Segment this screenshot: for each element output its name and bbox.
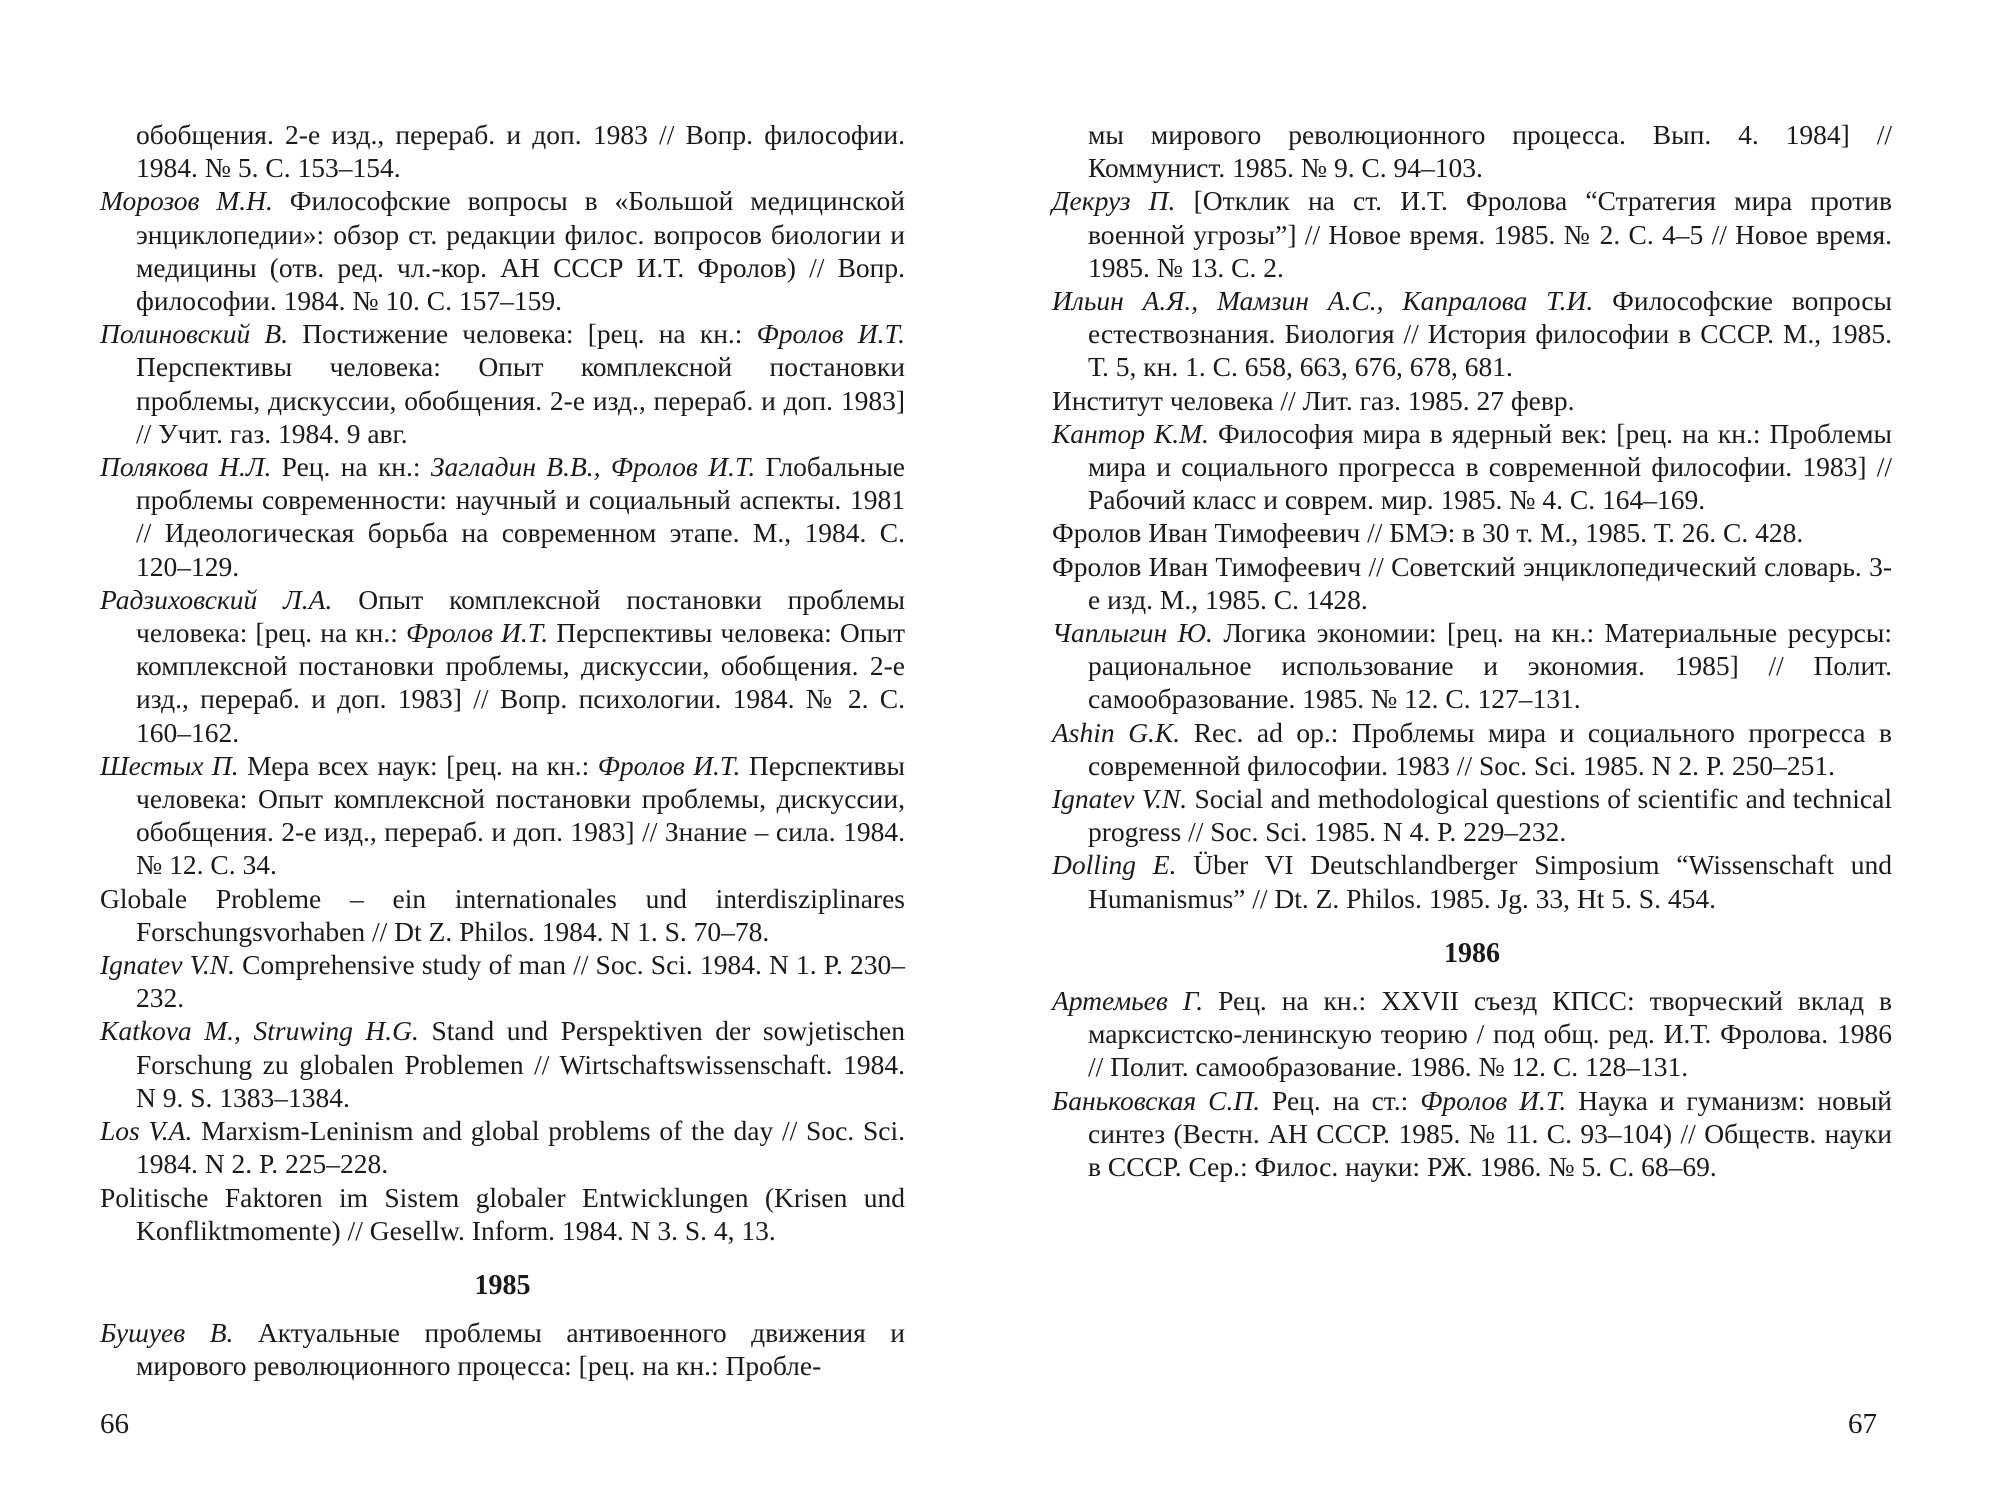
right-page — [1052, 118, 1892, 1183]
bibliography-entry — [1052, 848, 1892, 914]
entry-text: Social and methodological questions of scientific and technical progress // Soc. Sci. 1985. N 4. P. 229–232. — [1088, 783, 1892, 848]
entry-text: Рец. на кн.: XXVII съезд КПСС: творческий вклад в марксистско-ленинскую теорию / под общ. ред. И.Т. Фролова. 1986 // Полит. самообразование. 1986. № 12. С. 128–131. — [1088, 985, 1893, 1083]
entry-author-italic: Кантор К.М. — [1052, 417, 1209, 449]
entry-text: Мера всех наук: [рец. на кн.: — [238, 749, 598, 781]
entry-text: Рец. на кн.: — [271, 451, 431, 483]
entry-author-italic: Радзиховский Л.А. — [100, 583, 333, 615]
left-entries — [100, 118, 905, 1247]
bibliography-entry — [1052, 984, 1892, 1084]
entry-text: обобщения. 2-е изд., перераб. и доп. 1983 // Вопр. философии. 1984. № 5. С. 153–154. — [136, 119, 905, 184]
entry-author-italic: Katkova M., Struwing H.G. — [100, 1015, 419, 1047]
entry-text: мы мирового революционного процесса. Вып. 4. 1984] // Коммунист. 1985. № 9. С. 94–103. — [1088, 119, 1892, 184]
right-entries — [1052, 118, 1892, 915]
entry-author-italic: Los V.A. — [100, 1115, 193, 1147]
entry-text: Фролов Иван Тимофеевич // БМЭ: в 30 т. М., 1985. Т. 26. С. 428. — [1052, 517, 1804, 549]
page-number-right: 67 — [1848, 1408, 1877, 1440]
entry-text: Философские вопросы естествознания. Биология // История философии в СССР. М., 1985. Т. 5, кн. 1. С. 658, 663, 676, 678, 681. — [1088, 285, 1892, 383]
bibliography-entry — [100, 1114, 905, 1180]
bibliography-entry — [1052, 1084, 1892, 1184]
entry-text: Философские вопросы в «Большой медицинской энциклопедии»: обзор ст. редакции филос. вопросов биологии и медицины (отв. ред. чл.-кор. АН СССР И.Т. Фролов) // Вопр. философии. 1984. № 10. С. 157–159. — [136, 185, 905, 317]
entry-text: Логика экономии: [рец. на кн.: Материальные ресурсы: рациональное использование и экономия. 1985] // Полит. самообразование. 1985. № 12. С. 127–131. — [1088, 617, 1892, 715]
bibliography-entry — [1052, 550, 1892, 616]
entry-author-italic: Морозов М.Н. — [100, 185, 273, 217]
entry-author-italic: Фролов И.Т. — [756, 318, 905, 350]
entry-author-italic: Ильин А.Я., Мамзин А.С., Капралова Т.И. — [1052, 285, 1594, 317]
year-heading-1986: 1986 — [1444, 937, 1500, 969]
entry-author-italic: Dolling E. — [1052, 849, 1177, 881]
entry-text: Stand und Perspektiven der sowjetischen Forschung zu globalen Problemen // Wirtschaftswissenschaft. 1984. N 9. S. 1383–1384. — [136, 1015, 905, 1113]
page-number-left: 66 — [100, 1408, 129, 1440]
entry-text: [Отклик на ст. И.Т. Фролова “Стратегия мира против военной угрозы”] // Новое время. 1985. № 2. С. 4–5 // Новое время. 1985. № 13. С. 2. — [1088, 185, 1892, 283]
left-entries-after — [100, 1316, 905, 1382]
entry-author-italic: Фролов И.Т. — [597, 749, 741, 781]
year-heading-1985: 1985 — [474, 1269, 531, 1301]
entry-text: Politische Faktoren im Sistem globaler Entwicklungen (Krisen und Konfliktmomente) // Gesellw. Inform. 1984. N 3. S. 4, 13. — [100, 1181, 905, 1246]
bibliography-entry — [1052, 384, 1892, 417]
entry-text: Перспективы человека: Опыт комплексной постановки проблемы, дискуссии, обобщения. 2-е изд., перераб. и доп. 1983] // Вопр. психологии. 1984. № 2. С. 160–162. — [136, 617, 905, 748]
entry-author-italic: Загладин В.В., Фролов И.Т. — [430, 451, 756, 483]
entry-text: Перспективы человека: Опыт комплексной постановки проблемы, дискуссии, обобщения. 2-е изд., перераб. и доп. 1983] // Учит. газ. 1984. 9 авг. — [136, 351, 905, 449]
bibliography-entry — [1052, 616, 1892, 716]
entry-author-italic: Баньковская С.П. — [1052, 1084, 1261, 1116]
left-page — [100, 118, 905, 1383]
bibliography-entry — [100, 1014, 905, 1114]
right-entries-after — [1052, 984, 1892, 1183]
bibliography-entry — [100, 749, 905, 882]
bibliography-entry — [100, 1316, 905, 1382]
entry-text: Marxism-Leninism and global problems of the day // Soc. Sci. 1984. N 2. P. 225–228. — [136, 1115, 905, 1180]
entry-author-italic: Шестых П. — [100, 749, 239, 781]
entry-author-italic: Полякова Н.Л. — [100, 451, 272, 483]
entry-text: Постижение человека: [рец. на кн.: — [288, 318, 757, 350]
bibliography-entry — [100, 882, 905, 948]
bibliography-entry — [100, 118, 905, 184]
entry-text: Институт человека // Лит. газ. 1985. 27 февр. — [1052, 384, 1575, 416]
entry-author-italic: Фролов И.Т. — [405, 617, 549, 649]
bibliography-entry — [1052, 284, 1892, 384]
bibliography-entry — [1052, 118, 1892, 184]
entry-author-italic: Ignatev V.N. — [1052, 783, 1188, 815]
entry-author-italic: Чаплыгин Ю. — [1052, 617, 1213, 649]
entry-text: Актуальные проблемы антивоенного движения и мирового революционного процесса: [рец. на кн.: Пробле- — [136, 1317, 906, 1382]
entry-author-italic: Декруз П. — [1052, 185, 1176, 217]
entry-text: Наука и гуманизм: новый синтез (Вестн. АН СССР. 1985. № 11. С. 93–104) // Обществ. науки в СССР. Сер.: Филос. науки: РЖ. 1986. № 5. С. 68–69. — [1088, 1084, 1893, 1183]
bibliography-entry — [1052, 184, 1892, 284]
bibliography-entry — [1052, 417, 1892, 517]
entry-text: Über VI Deutschlandberger Simposium “Wissenschaft und Humanismus” // Dt. Z. Philos. 1985. Jg. 33, Ht 5. S. 454. — [1088, 849, 1892, 914]
entry-author-italic: Артемьев Г. — [1052, 985, 1204, 1017]
bibliography-entry — [1052, 782, 1892, 848]
entry-author-italic: Бушуев В. — [100, 1317, 234, 1349]
bibliography-entry — [100, 317, 905, 450]
bibliography-entry — [100, 948, 905, 1014]
entry-author-italic: Фролов И.Т. — [1420, 1084, 1567, 1116]
entry-author-italic: Ignatev V.N. — [100, 949, 235, 981]
bibliography-entry — [100, 450, 905, 583]
entry-text: Глобальные проблемы современности: научный и социальный аспекты. 1981 // Идеологическая борьба на современном этапе. М., 1984. С. 120–129. — [136, 451, 906, 582]
entry-author-italic: Ashin G.K. — [1052, 716, 1181, 748]
entry-text: Фролов Иван Тимофеевич // Советский энциклопедический словарь. 3-е изд. М., 1985. С. 1428. — [1052, 550, 1892, 615]
entry-text: Рец. на ст.: — [1260, 1084, 1421, 1116]
bibliography-entry — [1052, 516, 1892, 549]
entry-text: Опыт комплексной постановки проблемы человека: [рец. на кн.: — [136, 583, 905, 649]
entry-author-italic: Полиновский В. — [100, 318, 289, 350]
entry-text: Философия мира в ядерный век: [рец. на кн.: Проблемы мира и социального прогресса в современной философии. 1983] // Рабочий класс и соврем. мир. 1985. № 4. С. 164–169. — [1088, 417, 1892, 516]
bibliography-entry — [100, 184, 905, 317]
entry-text: Globale Probleme – ein internationales und interdisziplinares Forschungsvorhaben // Dt Z. Philos. 1984. N 1. S. 70–78. — [100, 882, 905, 947]
entry-text: Перспективы человека: Опыт комплексной постановки проблемы, дискуссии, обобщения. 2-е изд., перераб. и доп. 1983] // Знание – сила. 1984. № 12. С. 34. — [136, 749, 905, 881]
bibliography-entry — [100, 583, 905, 749]
bibliography-entry — [1052, 716, 1892, 782]
entry-text: Comprehensive study of man // Soc. Sci. 1984. N 1. P. 230–232. — [136, 949, 905, 1014]
bibliography-entry — [100, 1181, 905, 1247]
entry-text: Rec. ad op.: Проблемы мира и социального прогресса в современной философии. 1983 // Soc. Sci. 1985. N 2. P. 250–251. — [1088, 716, 1893, 781]
